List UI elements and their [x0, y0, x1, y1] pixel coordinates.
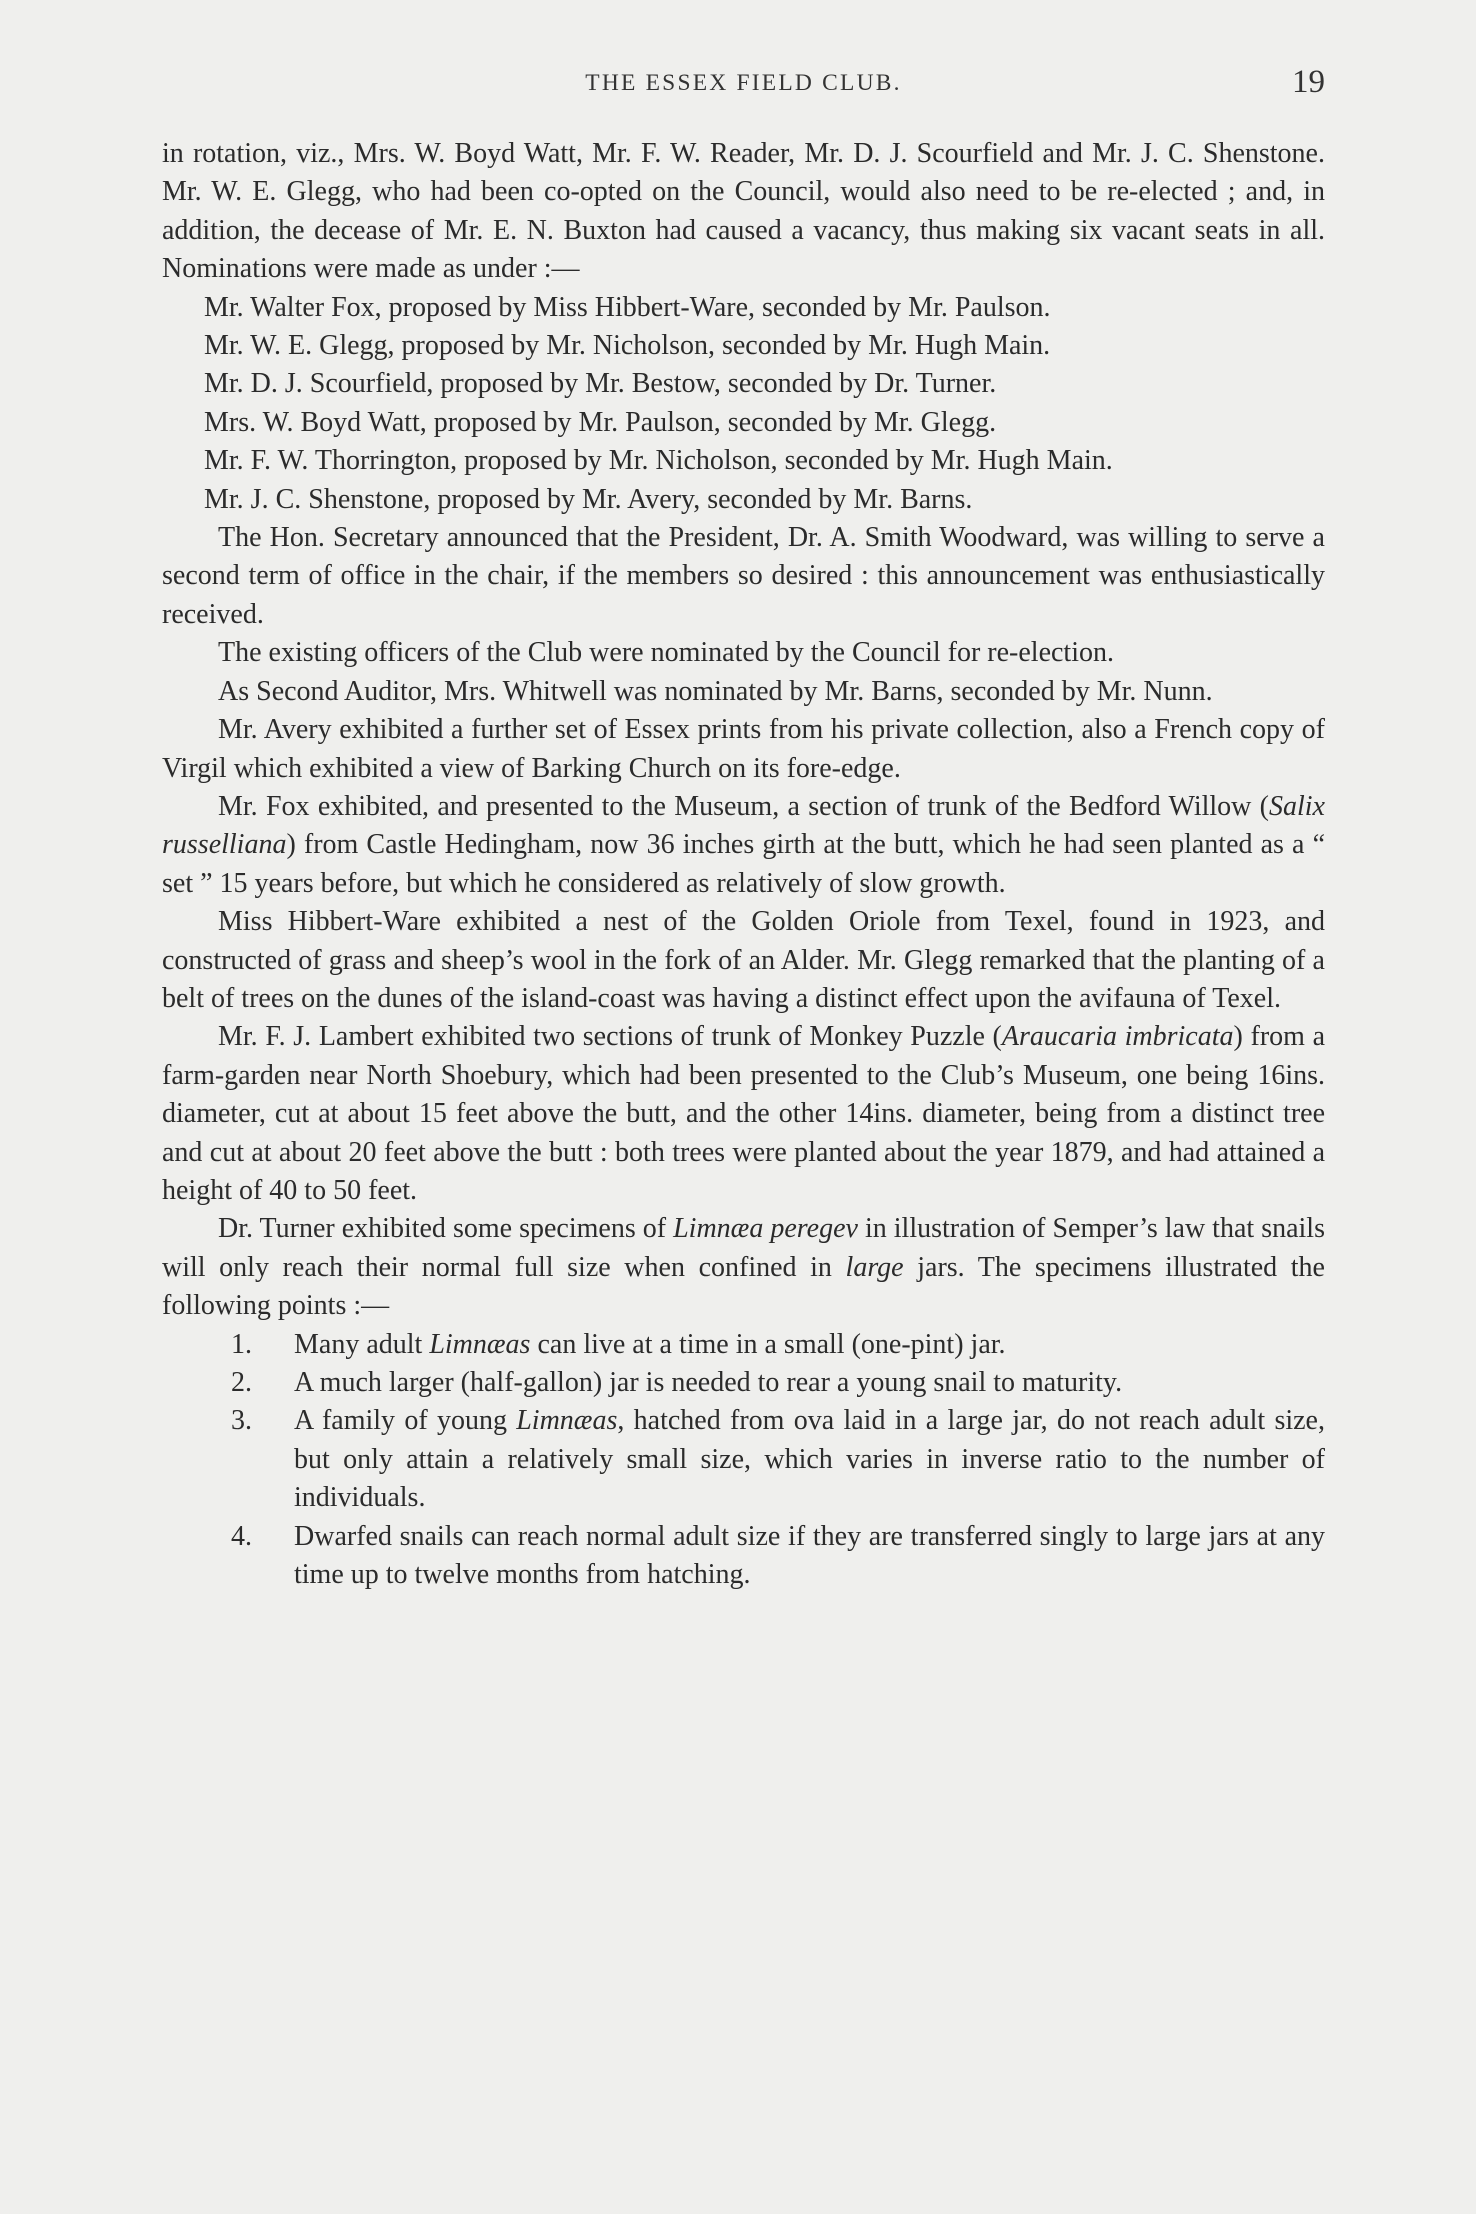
list-item-text-after: , hatched from ova laid in a large jar, do not reach adult size, but only attain a relatively small size, which varies in inverse ratio to the number of individuals.	[294, 1405, 1325, 1514]
turner-emphasis: large	[845, 1251, 904, 1283]
fox-text-after: ) from Castle Hedingham, now 36 inches girth at the butt, which he had seen planted as a “ set ” 15 years before, but which he considered as relatively of slow growth.	[162, 829, 1325, 899]
running-title: THE ESSEX FIELD CLUB.	[585, 70, 902, 96]
hibbert-ware-paragraph: Miss Hibbert-Ware exhibited a nest of the Golden Oriole from Texel, found in 1923, and constructed of grass and sheep’s wool in the fork of an Alder. Mr. Glegg remarked that the planting of a belt of trees on the dunes of the island-coast was having a distinct effect upon the avifauna of Texel.	[162, 906, 1325, 1014]
list-item-text-before: Many adult	[294, 1328, 430, 1360]
list-item	[162, 1364, 1325, 1402]
list-item-text-before: Dwarfed snails can reach normal adult size if they are transferred singly to large jars at any time up to twelve months from hatching.	[294, 1520, 1325, 1591]
list-item	[162, 1326, 1325, 1364]
list-item-number: 1.	[231, 1328, 252, 1360]
nomination-4: Mrs. W. Boyd Watt, proposed by Mr. Paulson, seconded by Mr. Glegg.	[204, 406, 997, 438]
list-item	[162, 1518, 1325, 1595]
turner-paragraph	[162, 1210, 1325, 1325]
turner-text-before: Dr. Turner exhibited some specimens of	[218, 1213, 674, 1245]
avery-paragraph: Mr. Avery exhibited a further set of Essex prints from his private collection, also a French copy of Virgil which exhibited a view of Barking Church on its fore-edge.	[162, 714, 1325, 784]
list-item-italic: Limnæas	[516, 1405, 618, 1437]
nomination-2: Mr. W. E. Glegg, proposed by Mr. Nicholson, seconded by Mr. Hugh Main.	[204, 330, 1051, 362]
nomination-6: Mr. J. C. Shenstone, proposed by Mr. Avery, seconded by Mr. Barns.	[204, 483, 973, 515]
body-text	[162, 135, 1325, 1594]
lambert-text-after: ) from a farm-garden near North Shoebury, which had been presented to the Club’s Museum, one being 16ins. diameter, cut at about 15 feet above the butt, and the other 14ins. diameter, being from a distinct tree and cut at about 20 feet above the butt : both trees were planted about the year 1879, and had attained a height of 40 to 50 feet.	[162, 1021, 1325, 1206]
nomination-5: Mr. F. W. Thorrington, proposed by Mr. Nicholson, seconded by Mr. Hugh Main.	[204, 445, 1113, 477]
list-item-number: 3.	[231, 1405, 252, 1437]
list-item-text-after: can live at a time in a small (one-pint) jar.	[530, 1328, 1006, 1360]
fox-species-name: Salix russelliana	[162, 790, 1325, 861]
lambert-paragraph	[162, 1018, 1325, 1210]
officers-paragraph: The existing officers of the Club were nominated by the Council for re-election.	[218, 637, 1114, 669]
page-header	[162, 64, 1325, 114]
page-number: 19	[1292, 64, 1325, 100]
list-item-italic: Limnæas	[429, 1328, 531, 1360]
nomination-1: Mr. Walter Fox, proposed by Miss Hibbert-Ware, seconded by Mr. Paulson.	[204, 291, 1051, 323]
turner-text-after: jars. The specimens illustrated the following points :—	[162, 1251, 1325, 1322]
lambert-species-name: Araucaria imbricata	[1001, 1021, 1234, 1053]
list-item-text-before: A family of young	[294, 1405, 517, 1437]
turner-text-middle: in illustration of Semper’s law that snails will only reach their normal full size when confined in	[162, 1213, 1325, 1283]
opening-paragraph: in rotation, viz., Mrs. W. Boyd Watt, Mr. F. W. Reader, Mr. D. J. Scourfield and Mr. J. C. Shenstone. Mr. W. E. Glegg, who had been co-opted on the Council, would also need to be re-elected ; and, in addition, the decease of Mr. E. N. Buxton had caused a vacancy, thus making six vacant seats in all. Nominations were made as under :—	[162, 138, 1325, 285]
fox-text-before: Mr. Fox exhibited, and presented to the Museum, a section of trunk of the Bedford Willow (	[218, 790, 1269, 822]
list-item-number: 2.	[231, 1367, 252, 1398]
auditor-paragraph: As Second Auditor, Mrs. Whitwell was nominated by Mr. Barns, seconded by Mr. Nunn.	[218, 675, 1213, 707]
fox-paragraph	[162, 788, 1325, 903]
list-item-text-before: A much larger (half-gallon) jar is needed to rear a young snail to maturity.	[294, 1367, 1123, 1398]
lambert-text-before: Mr. F. J. Lambert exhibited two sections of trunk of Monkey Puzzle (	[218, 1021, 1002, 1053]
turner-species-name: Limnæa peregev	[673, 1213, 858, 1245]
nomination-3: Mr. D. J. Scourfield, proposed by Mr. Bestow, seconded by Dr. Turner.	[204, 368, 997, 400]
list-item	[162, 1402, 1325, 1517]
president-paragraph: The Hon. Secretary announced that the President, Dr. A. Smith Woodward, was willing to serve a second term of office in the chair, if the members so desired : this announcement was enthusiastically received.	[162, 522, 1325, 630]
list-item-number: 4.	[231, 1520, 252, 1552]
